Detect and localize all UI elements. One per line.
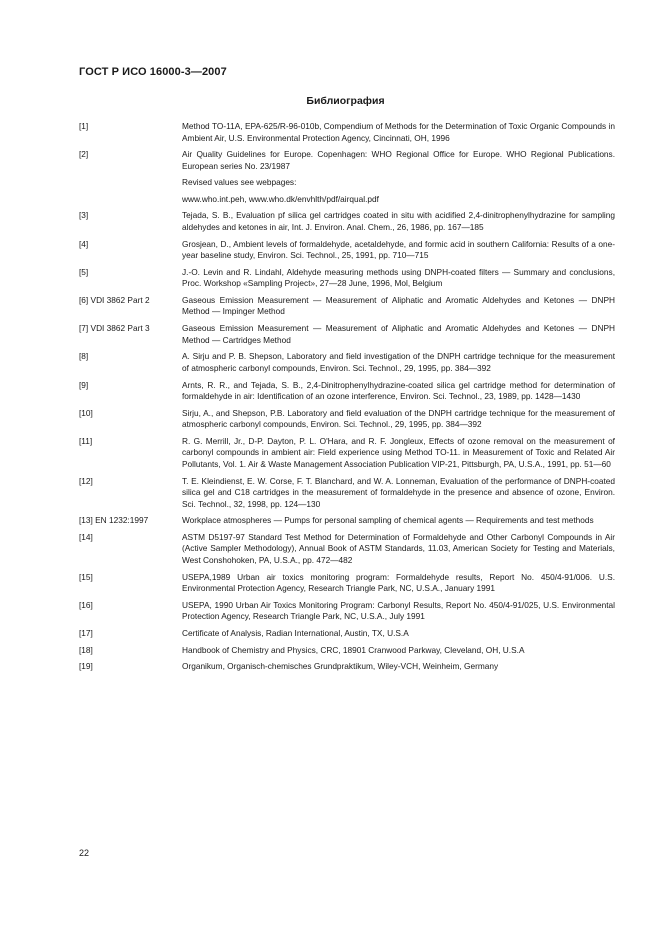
page-header: ГОСТ Р ИСО 16000-3—2007 xyxy=(79,66,227,78)
reference-text xyxy=(182,210,615,233)
reference-item xyxy=(79,239,615,262)
reference-citation: Air Quality Guidelines for Europe. Copenhagen: WHO Regional Office for Europe. WHO Regional Publications. European series No. 23/1987 xyxy=(182,149,615,171)
reference-item xyxy=(79,210,615,233)
reference-text xyxy=(182,408,615,431)
reference-item xyxy=(79,121,615,144)
reference-citation: T. E. Kleindienst, E. W. Corse, F. T. Blanchard, and W. A. Lonneman, Evaluation of the performance of DNPH-coated silica gel and C18 cartridges in the measurement of formaldehyde in the presence and absence of ozone, Environ. Sci. Technol., 32, 1998, pp. 124—130 xyxy=(182,475,615,509)
reference-citation: Certificate of Analysis, Radian International, Austin, TX, U.S.A xyxy=(182,628,409,638)
reference-text xyxy=(182,628,615,640)
reference-label: [14] xyxy=(79,531,93,542)
reference-label: [19] xyxy=(79,661,93,672)
reference-item xyxy=(79,661,615,673)
reference-citation: J.-O. Levin and R. Lindahl, Aldehyde measuring methods using DNPH-coated filters — Summary and conclusions, Proc. Workshop «Sampling Project», 27—28 June, 1996, Mol, Belgium xyxy=(182,266,615,289)
reference-text xyxy=(182,645,615,657)
reference-label: [4] xyxy=(79,238,89,249)
reference-item xyxy=(79,149,615,205)
reference-text xyxy=(182,380,615,403)
reference-citation: USEPA, 1990 Urban Air Toxics Monitoring Program: Carbonyl Results, Report No. 450/4-91/025, U.S. Environmental Protection Agency, Research Triangle Park, NC, U.S.A., July 1991 xyxy=(182,599,615,622)
reference-item xyxy=(79,532,615,567)
reference-text xyxy=(182,149,615,205)
reference-text xyxy=(182,476,615,511)
reference-citation: R. G. Merrill, Jr., D-P. Dayton, P. L. O'Hara, and R. F. Jongleux, Effects of ozone removal on the measurement of carbonyl compounds in ambient air: Field experience using Method TO-11. in Measurement of Toxic and Related Air Pollutants, Vol. 1. Air & Waste Management Association Publication VIP-21, Pittsburgh, PA, U.S.A., 1991, pp. 51—60 xyxy=(182,435,615,469)
reference-note: www.who.int.peh, www.who.dk/envhlth/pdf/airqual.pdf xyxy=(182,193,379,204)
bibliography-title: Библиография xyxy=(306,95,385,107)
reference-text xyxy=(182,295,615,318)
reference-item xyxy=(79,572,615,595)
page-number: 22 xyxy=(79,848,90,858)
reference-citation: USEPA,1989 Urban air toxics monitoring program: Formaldehyde results, Report No. 450/4-91/006. U.S. Environmental Protection Agency, Research Triangle Park, NC, U.S.A., January 1991 xyxy=(182,571,615,594)
reference-citation: Grosjean, D., Ambient levels of formaldehyde, acetaldehyde, and formic acid in southern California: Results of a one-year baseline study, Environ. Sci. Technol., 25, 1991, pp. 710—715 xyxy=(182,238,615,261)
reference-label: [10] xyxy=(79,407,93,418)
reference-text xyxy=(182,661,615,673)
reference-citation: Arnts, R. R., and Tejada, S. B., 2,4-Dinitrophenylhydrazine-coated silica gel cartridge method for determination of formaldehyde in air: Identification of an ozone interference, Environ. Sci. Technol., 23, 1989, pp. 1428—1430 xyxy=(182,379,615,401)
reference-citation: A. Sirju and P. B. Shepson, Laboratory and field investigation of the DNPH cartridge technique for the measurement of atmospheric carbonyl compounds, Environ. Sci. Technol., 29, 1995, pp. 384—392 xyxy=(182,351,615,373)
reference-citation: Gaseous Emission Measurement — Measurement of Aliphatic and Aromatic Aldehydes and Ketones — DNPH Method — Impinger Method xyxy=(182,294,615,317)
reference-citation: ASTM D5197-97 Standard Test Method for Determination of Formaldehyde and Other Carbonyl Compounds in Air (Active Sampler Methodology), Annual Book of ASTM Standards, 11.03, American Society for Testing and Materials, West Conshohoken, PA, U.S.A., pp. 472—482 xyxy=(182,531,615,565)
reference-text xyxy=(182,267,615,290)
reference-label: [1] xyxy=(79,121,89,131)
reference-note: Revised values see webpages: xyxy=(182,177,297,188)
reference-text xyxy=(182,572,615,595)
reference-item xyxy=(79,380,615,403)
reference-citation: Tejada, S. B., Evaluation pf silica gel cartridges coated in situ with acidified 2,4-dinitrophenylhydrazine for sampling aldehydes and ketones in air, Int. J. Environ. Anal. Chem., 26, 1986, pp. 167—185 xyxy=(182,210,615,232)
reference-text xyxy=(182,121,615,144)
reference-label: [11] xyxy=(79,435,93,446)
reference-citation: Workplace atmospheres — Pumps for personal sampling of chemical agents — Requirements and test methods xyxy=(182,515,594,526)
reference-item xyxy=(79,267,615,290)
reference-text xyxy=(182,351,615,374)
reference-citation: Method TO-11A, EPA-625/R-96-010b, Compendium of Methods for the Determination of Toxic Organic Compounds in Ambient Air, U.S. Environmental Protection Agency, Cincinnati, OH, 1996 xyxy=(182,121,615,143)
reference-list xyxy=(79,121,615,678)
reference-label: [3] xyxy=(79,210,89,221)
reference-item xyxy=(79,436,615,471)
reference-label: [16] xyxy=(79,599,93,610)
reference-citation: Sirju, A., and Shepson, P.B. Laboratory and field evaluation of the DNPH cartridge technique for the measurement of atmospheric carbonyl compounds, Environ. Sci. Technol., 29, 1995, pp. 384—392 xyxy=(182,407,615,430)
reference-label: [7] VDI 3862 Part 3 xyxy=(79,323,150,334)
reference-text xyxy=(182,239,615,262)
reference-item xyxy=(79,323,615,346)
reference-item xyxy=(79,515,615,527)
reference-citation: Handbook of Chemistry and Physics, CRC, 18901 Cranwood Parkway, Cleveland, OH, U.S.A xyxy=(182,644,525,655)
reference-label: [17] xyxy=(79,628,93,638)
reference-text xyxy=(182,515,615,527)
reference-label: [15] xyxy=(79,571,93,582)
reference-text xyxy=(182,436,615,471)
reference-item xyxy=(79,408,615,431)
reference-label: [6] VDI 3862 Part 2 xyxy=(79,294,150,305)
reference-item xyxy=(79,476,615,511)
reference-label: [18] xyxy=(79,644,93,655)
reference-label: [8] xyxy=(79,351,89,362)
reference-text xyxy=(182,323,615,346)
reference-citation: Gaseous Emission Measurement — Measurement of Aliphatic and Aromatic Aldehydes and Ketones — DNPH Method — Cartridges Method xyxy=(182,323,615,345)
reference-item xyxy=(79,645,615,657)
reference-label: [5] xyxy=(79,266,89,277)
reference-citation: Organikum, Organisch-chemisches Grundpraktikum, Wiley-VCH, Weinheim, Germany xyxy=(182,661,499,672)
reference-text xyxy=(182,532,615,567)
reference-label: [9] xyxy=(79,379,89,390)
reference-label: [13] EN 1232:1997 xyxy=(79,515,149,526)
reference-label: [12] xyxy=(79,475,93,486)
reference-label: [2] xyxy=(79,149,89,160)
reference-item xyxy=(79,295,615,318)
reference-item xyxy=(79,600,615,623)
reference-item xyxy=(79,628,615,640)
reference-item xyxy=(79,351,615,374)
reference-text xyxy=(182,600,615,623)
